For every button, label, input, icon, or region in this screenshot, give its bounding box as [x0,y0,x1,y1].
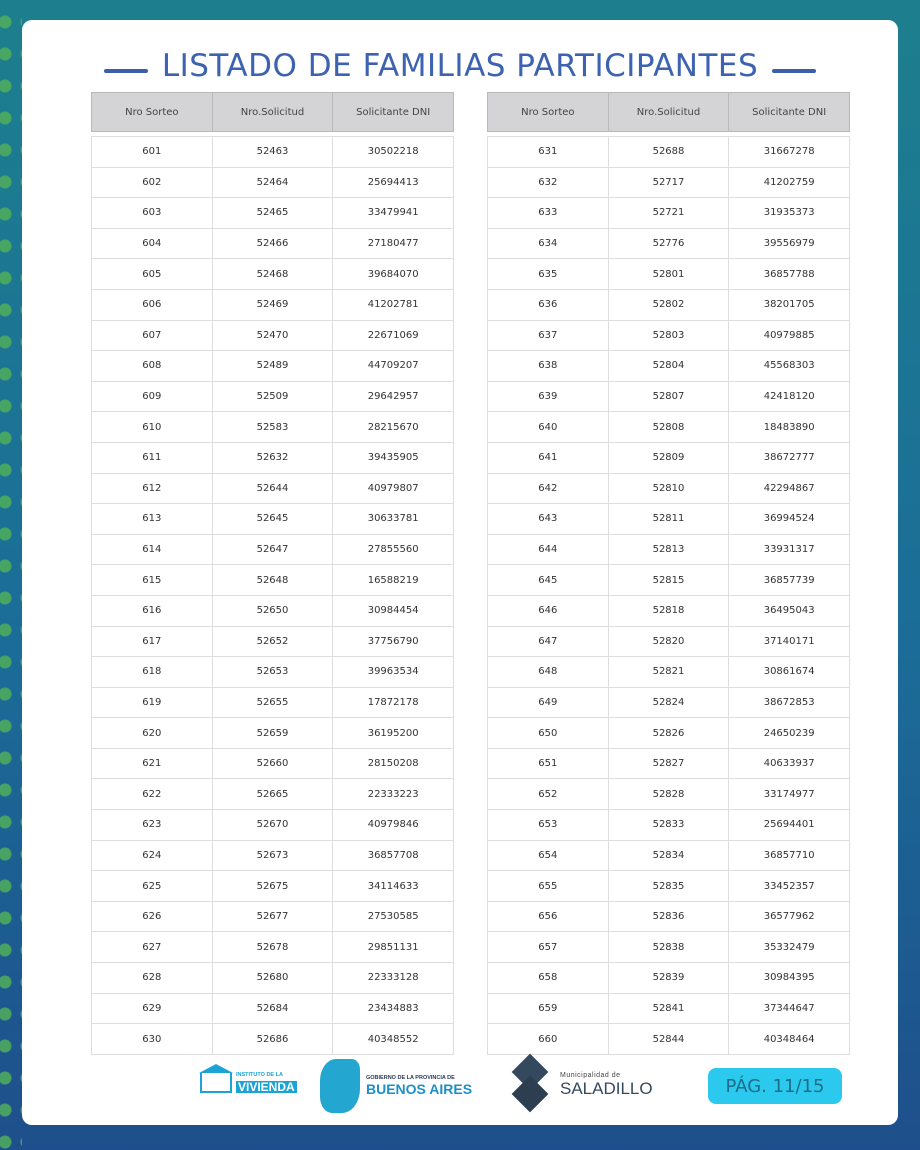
cell-dni: 36857788 [729,259,850,290]
table-row [488,595,850,626]
table-row [92,657,454,688]
cell-solicitud: 52463 [212,137,333,168]
table-row [488,748,850,779]
cell-sorteo: 620 [92,718,213,749]
cell-dni: 36195200 [333,718,454,749]
cell-sorteo: 638 [488,351,609,382]
table-row [488,534,850,565]
cell-sorteo: 616 [92,595,213,626]
table-row [92,442,454,473]
cell-dni: 30861674 [729,657,850,688]
cell-solicitud: 52648 [212,565,333,596]
cell-sorteo: 655 [488,871,609,902]
cell-dni: 36857710 [729,840,850,871]
cell-dni: 35332479 [729,932,850,963]
cell-sorteo: 603 [92,198,213,229]
cell-solicitud: 52632 [212,442,333,473]
cell-sorteo: 652 [488,779,609,810]
cell-solicitud: 52821 [608,657,729,688]
cell-dni: 27855560 [333,534,454,565]
table-row [488,259,850,290]
cell-sorteo: 640 [488,412,609,443]
cell-dni: 23434883 [333,993,454,1024]
cell-solicitud: 52803 [608,320,729,351]
cell-dni: 39556979 [729,228,850,259]
table-row [488,687,850,718]
cell-dni: 40633937 [729,748,850,779]
cell-dni: 40348464 [729,1024,850,1055]
cell-solicitud: 52827 [608,748,729,779]
cell-sorteo: 632 [488,167,609,198]
cell-sorteo: 656 [488,901,609,932]
cell-sorteo: 631 [488,137,609,168]
cell-dni: 30984395 [729,963,850,994]
cell-solicitud: 52828 [608,779,729,810]
cell-sorteo: 639 [488,381,609,412]
cell-sorteo: 617 [92,626,213,657]
cell-dni: 40348552 [333,1024,454,1055]
cell-sorteo: 622 [92,779,213,810]
cell-dni: 37344647 [729,993,850,1024]
instituto-vivienda-logo [200,1073,297,1093]
table-row [488,779,850,810]
table-header-row [92,93,454,132]
cell-dni: 42418120 [729,381,850,412]
cell-solicitud: 52470 [212,320,333,351]
cell-sorteo: 628 [92,963,213,994]
cell-dni: 40979807 [333,473,454,504]
cell-solicitud: 52721 [608,198,729,229]
cell-dni: 39435905 [333,442,454,473]
cell-dni: 44709207 [333,351,454,382]
cell-sorteo: 641 [488,442,609,473]
cell-dni: 42294867 [729,473,850,504]
cell-solicitud: 52684 [212,993,333,1024]
table-row [488,718,850,749]
table-row [92,412,454,443]
cell-solicitud: 52801 [608,259,729,290]
cell-sorteo: 659 [488,993,609,1024]
cell-solicitud: 52509 [212,381,333,412]
participants-table-left [91,92,454,1055]
table-row [488,289,850,320]
title-row [0,44,920,88]
cell-solicitud: 52647 [212,534,333,565]
table-row [488,473,850,504]
cell-sorteo: 629 [92,993,213,1024]
cell-dni: 38201705 [729,289,850,320]
table-row [92,167,454,198]
cell-dni: 39963534 [333,657,454,688]
cell-dni: 41202759 [729,167,850,198]
cell-sorteo: 648 [488,657,609,688]
cell-sorteo: 650 [488,718,609,749]
cell-sorteo: 609 [92,381,213,412]
cell-sorteo: 636 [488,289,609,320]
cell-sorteo: 601 [92,137,213,168]
table-row [92,871,454,902]
column-header-sorteo: Nro Sorteo [92,93,213,132]
table-row [488,1024,850,1055]
cell-dni: 40979885 [729,320,850,351]
cell-dni: 18483890 [729,412,850,443]
cell-sorteo: 630 [92,1024,213,1055]
table-row [488,167,850,198]
cell-solicitud: 52839 [608,963,729,994]
cell-solicitud: 52645 [212,504,333,535]
table-row [488,442,850,473]
cell-sorteo: 623 [92,810,213,841]
cell-solicitud: 52836 [608,901,729,932]
cell-dni: 33174977 [729,779,850,810]
cell-sorteo: 618 [92,657,213,688]
table-row [488,351,850,382]
table-row [488,504,850,535]
cell-dni: 30633781 [333,504,454,535]
cell-sorteo: 642 [488,473,609,504]
cell-sorteo: 610 [92,412,213,443]
cell-solicitud: 52678 [212,932,333,963]
table-row [92,993,454,1024]
table-row [92,565,454,596]
cell-solicitud: 52818 [608,595,729,626]
title-line-right [772,69,816,73]
table-row [488,626,850,657]
cell-sorteo: 626 [92,901,213,932]
cell-dni: 16588219 [333,565,454,596]
municipalidad-small-text: Municipalidad de [560,1072,621,1080]
cell-solicitud: 52680 [212,963,333,994]
cell-solicitud: 52815 [608,565,729,596]
table-row [92,320,454,351]
cell-solicitud: 52665 [212,779,333,810]
cell-sorteo: 654 [488,840,609,871]
cell-solicitud: 52653 [212,657,333,688]
cell-solicitud: 52688 [608,137,729,168]
column-header-dni: Solicitante DNI [333,93,454,132]
cell-sorteo: 613 [92,504,213,535]
table-row [92,289,454,320]
cell-sorteo: 660 [488,1024,609,1055]
cell-solicitud: 52644 [212,473,333,504]
cell-sorteo: 612 [92,473,213,504]
cell-dni: 31667278 [729,137,850,168]
cell-solicitud: 52659 [212,718,333,749]
cell-solicitud: 52673 [212,840,333,871]
cell-solicitud: 52655 [212,687,333,718]
cell-dni: 22333223 [333,779,454,810]
table-row [488,871,850,902]
cell-solicitud: 52808 [608,412,729,443]
table-row [92,228,454,259]
cell-sorteo: 608 [92,351,213,382]
cell-solicitud: 52838 [608,932,729,963]
cell-dni: 37756790 [333,626,454,657]
cell-solicitud: 52810 [608,473,729,504]
table-row [92,198,454,229]
cell-dni: 22671069 [333,320,454,351]
cell-solicitud: 52469 [212,289,333,320]
province-map-icon [320,1059,360,1113]
participants-table-right [487,92,850,1055]
table-row [488,565,850,596]
table-row [488,320,850,351]
cell-sorteo: 606 [92,289,213,320]
table-row [92,626,454,657]
cell-dni: 36495043 [729,595,850,626]
cell-sorteo: 604 [92,228,213,259]
cell-dni: 25694413 [333,167,454,198]
cell-dni: 33479941 [333,198,454,229]
cell-dni: 29851131 [333,932,454,963]
decorative-dots [0,0,22,1150]
cell-solicitud: 52813 [608,534,729,565]
cell-dni: 36857708 [333,840,454,871]
table-row [92,595,454,626]
table-row [488,993,850,1024]
cell-sorteo: 624 [92,840,213,871]
cell-sorteo: 607 [92,320,213,351]
cell-sorteo: 645 [488,565,609,596]
cell-solicitud: 52677 [212,901,333,932]
cell-solicitud: 52833 [608,810,729,841]
cell-solicitud: 52841 [608,993,729,1024]
cell-solicitud: 52464 [212,167,333,198]
cell-solicitud: 52826 [608,718,729,749]
cell-sorteo: 621 [92,748,213,779]
cell-solicitud: 52465 [212,198,333,229]
cell-dni: 27530585 [333,901,454,932]
instituto-small-text: INSTITUTO DE LA [236,1072,283,1079]
cell-dni: 36857739 [729,565,850,596]
table-header-row [488,93,850,132]
cell-dni: 33931317 [729,534,850,565]
cell-sorteo: 653 [488,810,609,841]
cell-dni: 25694401 [729,810,850,841]
table-row [92,534,454,565]
table-row [92,901,454,932]
cell-dni: 31935373 [729,198,850,229]
cell-solicitud: 52468 [212,259,333,290]
cell-dni: 45568303 [729,351,850,382]
cell-dni: 38672853 [729,687,850,718]
table-row [92,137,454,168]
table-row [92,810,454,841]
cell-solicitud: 52776 [608,228,729,259]
cell-sorteo: 644 [488,534,609,565]
cell-dni: 27180477 [333,228,454,259]
cell-sorteo: 651 [488,748,609,779]
table-row [92,504,454,535]
cell-sorteo: 619 [92,687,213,718]
table-row [92,381,454,412]
cell-solicitud: 52811 [608,504,729,535]
cell-sorteo: 633 [488,198,609,229]
table-row [488,901,850,932]
table-row [488,810,850,841]
cell-dni: 22333128 [333,963,454,994]
table-row [488,963,850,994]
cell-sorteo: 602 [92,167,213,198]
page-number-badge: PÁG. 11/15 [708,1068,842,1104]
buenos-aires-logo [320,1059,472,1113]
cell-sorteo: 637 [488,320,609,351]
cell-dni: 34114633 [333,871,454,902]
table-row [488,198,850,229]
house-icon [200,1073,232,1093]
cell-solicitud: 52809 [608,442,729,473]
table-body-right [488,132,850,1055]
table-row [488,228,850,259]
cell-solicitud: 52675 [212,871,333,902]
cell-solicitud: 52824 [608,687,729,718]
cell-solicitud: 52489 [212,351,333,382]
table-row [92,1024,454,1055]
table-row [488,412,850,443]
cell-solicitud: 52820 [608,626,729,657]
title-line-left [104,69,148,73]
cell-dni: 24650239 [729,718,850,749]
column-header-sorteo: Nro Sorteo [488,93,609,132]
cell-dni: 36577962 [729,901,850,932]
page-title: LISTADO DE FAMILIAS PARTICIPANTES [161,48,759,84]
cell-solicitud: 52686 [212,1024,333,1055]
cell-sorteo: 635 [488,259,609,290]
cell-sorteo: 657 [488,932,609,963]
cell-solicitud: 52807 [608,381,729,412]
cell-solicitud: 52802 [608,289,729,320]
gobierno-small-text: GOBIERNO DE LA PROVINCIA DE [366,1074,455,1081]
cell-sorteo: 647 [488,626,609,657]
table-row [92,840,454,871]
cell-sorteo: 614 [92,534,213,565]
cell-dni: 41202781 [333,289,454,320]
footer-logos [0,1055,920,1117]
cell-sorteo: 646 [488,595,609,626]
cell-sorteo: 627 [92,932,213,963]
table-row [92,779,454,810]
table-row [92,963,454,994]
cell-sorteo: 625 [92,871,213,902]
cell-dni: 17872178 [333,687,454,718]
municipalidad-big-text: SALADILLO [560,1078,653,1098]
cell-sorteo: 643 [488,504,609,535]
cell-solicitud: 52466 [212,228,333,259]
cell-solicitud: 52652 [212,626,333,657]
gobierno-big-text: BUENOS AIRES [366,1080,473,1097]
cell-sorteo: 658 [488,963,609,994]
column-header-solicitud: Nro.Solicitud [608,93,729,132]
cell-solicitud: 52717 [608,167,729,198]
cell-sorteo: 649 [488,687,609,718]
cell-sorteo: 634 [488,228,609,259]
column-header-solicitud: Nro.Solicitud [212,93,333,132]
table-row [92,351,454,382]
column-header-dni: Solicitante DNI [729,93,850,132]
cell-dni: 36994524 [729,504,850,535]
table-row [488,932,850,963]
table-row [488,137,850,168]
saladillo-diamond-icon [508,1055,552,1115]
cell-dni: 30502218 [333,137,454,168]
table-row [488,840,850,871]
table-row [92,748,454,779]
cell-dni: 28215670 [333,412,454,443]
cell-sorteo: 611 [92,442,213,473]
saladillo-logo [508,1055,653,1115]
cell-solicitud: 52844 [608,1024,729,1055]
instituto-big-text: VIVIENDA [238,1079,295,1094]
table-row [488,657,850,688]
cell-solicitud: 52835 [608,871,729,902]
cell-sorteo: 605 [92,259,213,290]
cell-solicitud: 52804 [608,351,729,382]
table-row [92,932,454,963]
table-row [488,381,850,412]
cell-dni: 40979846 [333,810,454,841]
cell-sorteo: 615 [92,565,213,596]
cell-dni: 28150208 [333,748,454,779]
cell-solicitud: 52834 [608,840,729,871]
cell-solicitud: 52670 [212,810,333,841]
cell-dni: 37140171 [729,626,850,657]
cell-dni: 33452357 [729,871,850,902]
table-row [92,259,454,290]
table-row [92,687,454,718]
cell-dni: 38672777 [729,442,850,473]
cell-solicitud: 52583 [212,412,333,443]
cell-dni: 30984454 [333,595,454,626]
cell-dni: 29642957 [333,381,454,412]
cell-solicitud: 52660 [212,748,333,779]
table-row [92,473,454,504]
table-body-left [92,132,454,1055]
table-row [92,718,454,749]
cell-solicitud: 52650 [212,595,333,626]
cell-dni: 39684070 [333,259,454,290]
